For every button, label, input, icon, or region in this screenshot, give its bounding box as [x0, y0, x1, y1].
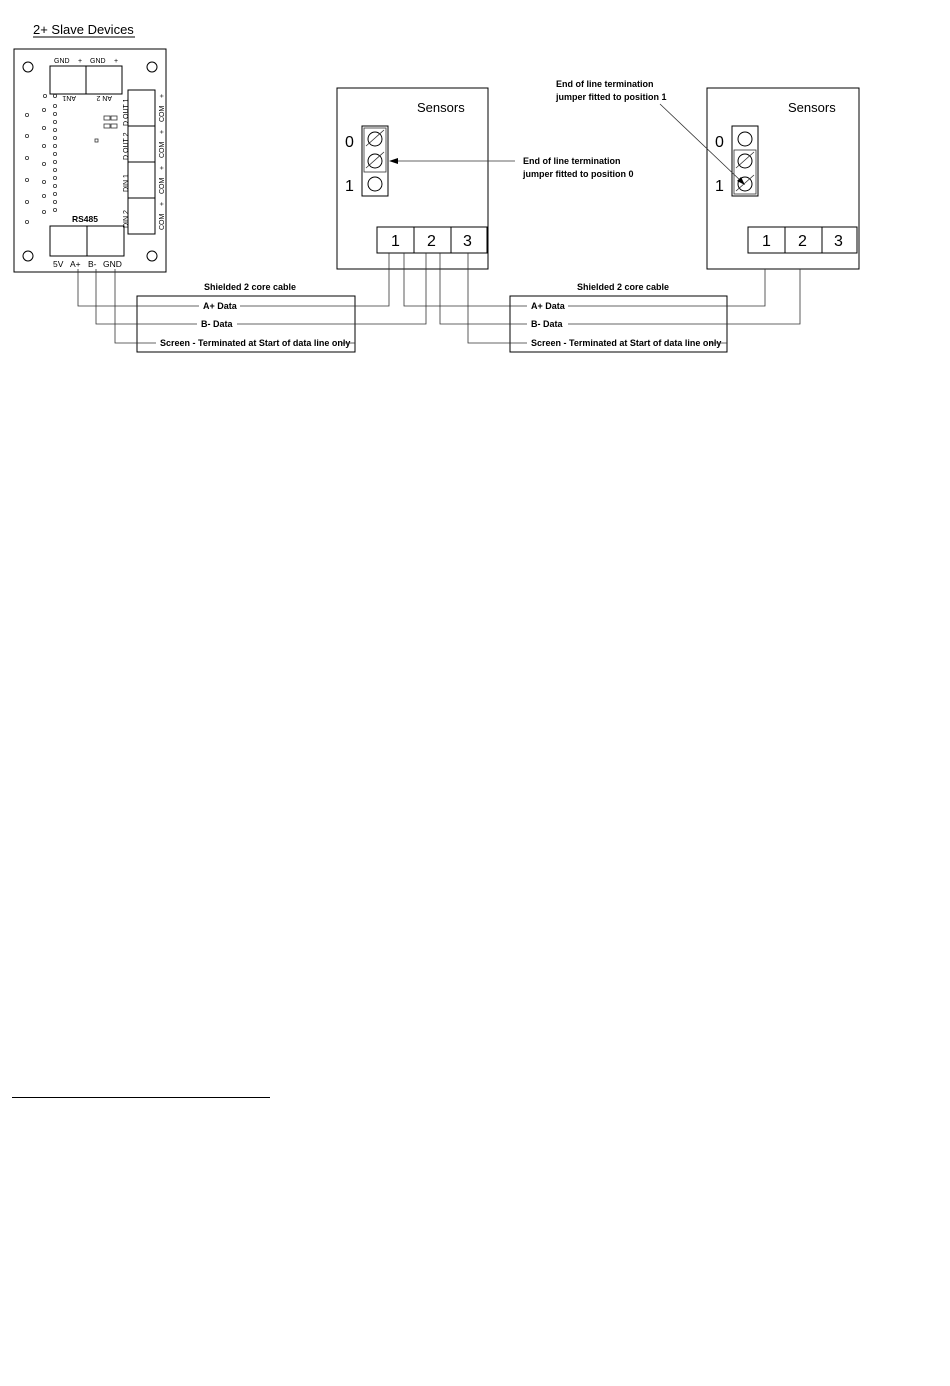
- board-components: [25, 94, 117, 223]
- wire-label-b: B- Data: [531, 319, 563, 329]
- jumper-header: [732, 126, 758, 196]
- footnote-separator: [12, 1097, 270, 1098]
- controller-board: [14, 49, 166, 272]
- mounting-hole: [147, 251, 157, 261]
- bus-pin-5v: 5V: [53, 259, 64, 269]
- jumper-position-0: 0: [345, 134, 354, 151]
- side-label: D OUT 2: [123, 132, 130, 160]
- terminal-label: 2: [427, 233, 436, 250]
- top-terminal-label: GND: [54, 58, 70, 65]
- annotation-arrow-head: [389, 158, 398, 164]
- terminal-label: 1: [762, 233, 771, 250]
- bus-pin-gnd: GND: [103, 259, 122, 269]
- bus-pin-a: A+: [70, 259, 81, 269]
- terminal-block-dout2: [128, 126, 155, 162]
- cable-2: [404, 269, 800, 352]
- wire-a: [404, 269, 527, 306]
- terminal-label: 2: [798, 233, 807, 250]
- jumper-shunt: [364, 128, 386, 172]
- top-terminal-label: +: [78, 58, 83, 65]
- side-label: D OUT 1: [123, 98, 130, 126]
- side-label: DIN 2: [123, 210, 130, 228]
- wire-label-a: A+ Data: [203, 301, 237, 311]
- analog-connector-2: [86, 66, 122, 94]
- jumper-position-1: 1: [345, 178, 354, 195]
- mounting-hole: [147, 62, 157, 72]
- cable-title: Shielded 2 core cable: [577, 282, 670, 292]
- right-label: COM: [159, 177, 166, 194]
- controller-outline: [14, 49, 166, 272]
- sensor-box-1: [337, 88, 488, 269]
- right-label: COM: [159, 213, 166, 230]
- right-label: COM: [159, 105, 166, 122]
- diagram-title: 2+ Slave Devices: [33, 22, 134, 37]
- mounting-hole: [23, 62, 33, 72]
- rs485-connector-right: [87, 226, 124, 256]
- jumper-header: [362, 126, 388, 196]
- top-terminal-label: +: [114, 58, 119, 65]
- sensor-title: Sensors: [788, 100, 836, 115]
- analog-connector-1: [50, 66, 86, 94]
- annotation-line: jumper fitted to position 1: [556, 92, 667, 102]
- jumper-position-1: 1: [715, 178, 724, 195]
- right-label: +: [159, 201, 166, 206]
- wire-label-screen: Screen - Terminated at Start of data line only: [531, 338, 722, 348]
- annotation-line: End of line termination: [523, 156, 621, 166]
- analog-label-2: AN 2: [96, 94, 112, 101]
- jumper-pin: [368, 177, 382, 191]
- annotation-line: End of line termination: [556, 79, 654, 89]
- terminal-block-din2: [128, 198, 155, 234]
- annotation-leader-line: [660, 104, 742, 182]
- jumper-shunt: [734, 150, 756, 194]
- jumper-pin: [738, 132, 752, 146]
- right-label: +: [159, 93, 166, 98]
- wire-label-b: B- Data: [201, 319, 233, 329]
- wire-label-screen: Screen - Terminated at Start of data line only: [160, 338, 351, 348]
- right-label: +: [159, 165, 166, 170]
- side-label: DIN 1: [123, 174, 130, 192]
- terminal-label: 3: [463, 233, 472, 250]
- cable-1: [78, 269, 426, 352]
- top-terminal-label: GND: [90, 58, 106, 65]
- sensor-title: Sensors: [417, 100, 465, 115]
- right-label: COM: [159, 141, 166, 158]
- wire-label-a: A+ Data: [531, 301, 565, 311]
- right-label: +: [159, 129, 166, 134]
- annotation-line: jumper fitted to position 0: [523, 169, 634, 179]
- analog-label-1: AN1: [62, 94, 76, 101]
- rs485-label: RS485: [72, 214, 98, 224]
- cable-title: Shielded 2 core cable: [204, 282, 297, 292]
- bus-pin-b: B-: [88, 259, 97, 269]
- terminal-block-din1: [128, 162, 155, 198]
- rs485-connector-left: [50, 226, 87, 256]
- terminal-label: 3: [834, 233, 843, 250]
- terminal-block-dout1: [128, 90, 155, 126]
- mounting-hole: [23, 251, 33, 261]
- jumper-position-0: 0: [715, 134, 724, 151]
- sensor-box-2: [707, 88, 859, 269]
- terminal-label: 1: [391, 233, 400, 250]
